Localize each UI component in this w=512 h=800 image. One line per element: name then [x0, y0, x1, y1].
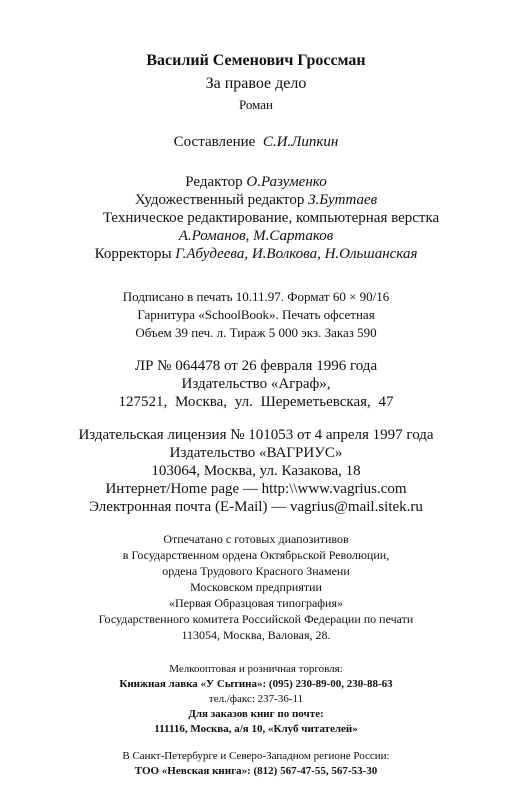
fax-contact: тел./факс: 237-36-11	[208, 693, 304, 705]
printer-line: в Государственном ордена Октябрьской Революции,	[122, 548, 390, 562]
publisher-2-address: 103064, Москва, ул. Казакова, 18	[151, 463, 361, 479]
volume-info: Объем 39 печ. л. Тираж 5 000 экз. Заказ 590	[135, 325, 377, 340]
publisher-1-name: Издательство «Аграф»,	[181, 376, 331, 392]
signed-to-print: Подписано в печать 10.11.97. Формат 60 × 90/16	[122, 289, 390, 304]
tech-editing-names: А.Романов, М.Сартаков	[178, 228, 334, 244]
publisher-2-website: Интернет/Home page — http:\\www.vagrius.com	[105, 481, 407, 497]
wholesale-label: Мелкооптовая и розничная торговля:	[169, 663, 343, 675]
compiler-label: Составление	[173, 134, 256, 150]
proofreaders-names: Г.Абудеева, И.Волкова, Н.Ольшанская	[175, 246, 418, 262]
publisher-1-license: ЛР № 064478 от 26 февраля 1996 года	[134, 358, 378, 374]
publisher-2-email: Электронная почта (E-Mail) — vagrius@mail.sitek.ru	[89, 499, 423, 515]
publisher-2-name: Издательство «ВАГРИУС»	[169, 445, 343, 461]
mail-orders-label: Для заказов книг по почте:	[188, 708, 324, 720]
book-genre: Роман	[238, 97, 274, 112]
spb-region-label: В Санкт-Петербурге и Северо-Западном регионе России:	[122, 750, 390, 762]
proofreaders-label: Корректоры	[94, 246, 172, 262]
publisher-2-license: Издательская лицензия № 101053 от 4 апреля 1997 года	[78, 427, 434, 443]
compiler-credit	[0, 135, 512, 150]
printer-line: Государственного комитета Российской Федерации по печати	[98, 612, 414, 626]
author-name: Василий Семенович Гроссман	[146, 52, 366, 69]
compiler-name: С.И.Липкин	[262, 134, 339, 150]
tech-editing-label: Техническое редактирование, компьютерная верстка	[102, 210, 440, 226]
art-editor-label: Художественный редактор	[134, 192, 305, 208]
printer-line: ордена Трудового Красного Знамени	[162, 564, 350, 578]
printer-line: «Первая Образцовая типография»	[168, 596, 343, 610]
art-editor-credit	[0, 193, 512, 208]
proofreaders-credit	[0, 247, 512, 262]
editor-credit	[0, 175, 512, 190]
mail-orders-address: 111116, Москва, а/я 10, «Клуб читателей»	[154, 723, 358, 735]
book-title: За правое дело	[205, 75, 307, 92]
printer-line: Московском предприятии	[190, 580, 322, 594]
editor-name: О.Разуменко	[246, 174, 327, 190]
art-editor-name: З.Буттаев	[308, 192, 378, 208]
editor-label: Редактор	[185, 174, 243, 190]
publisher-1-address: 127521, Москва, ул. Шереметьевская, 47	[118, 394, 394, 410]
printer-line: Отпечатано с готовых диапозитивов	[163, 532, 349, 546]
typeface-info: Гарнитура «SchoolBook». Печать офсетная	[137, 307, 375, 322]
spb-store-contact: ТОО «Невская книга»: (812) 567-47-55, 567-53-30	[134, 765, 378, 777]
printer-line: 113054, Москва, Валовая, 28.	[181, 628, 331, 642]
bookstore-contact: Книжная лавка «У Сытина»: (095) 230-89-00, 230-88-63	[119, 678, 393, 690]
